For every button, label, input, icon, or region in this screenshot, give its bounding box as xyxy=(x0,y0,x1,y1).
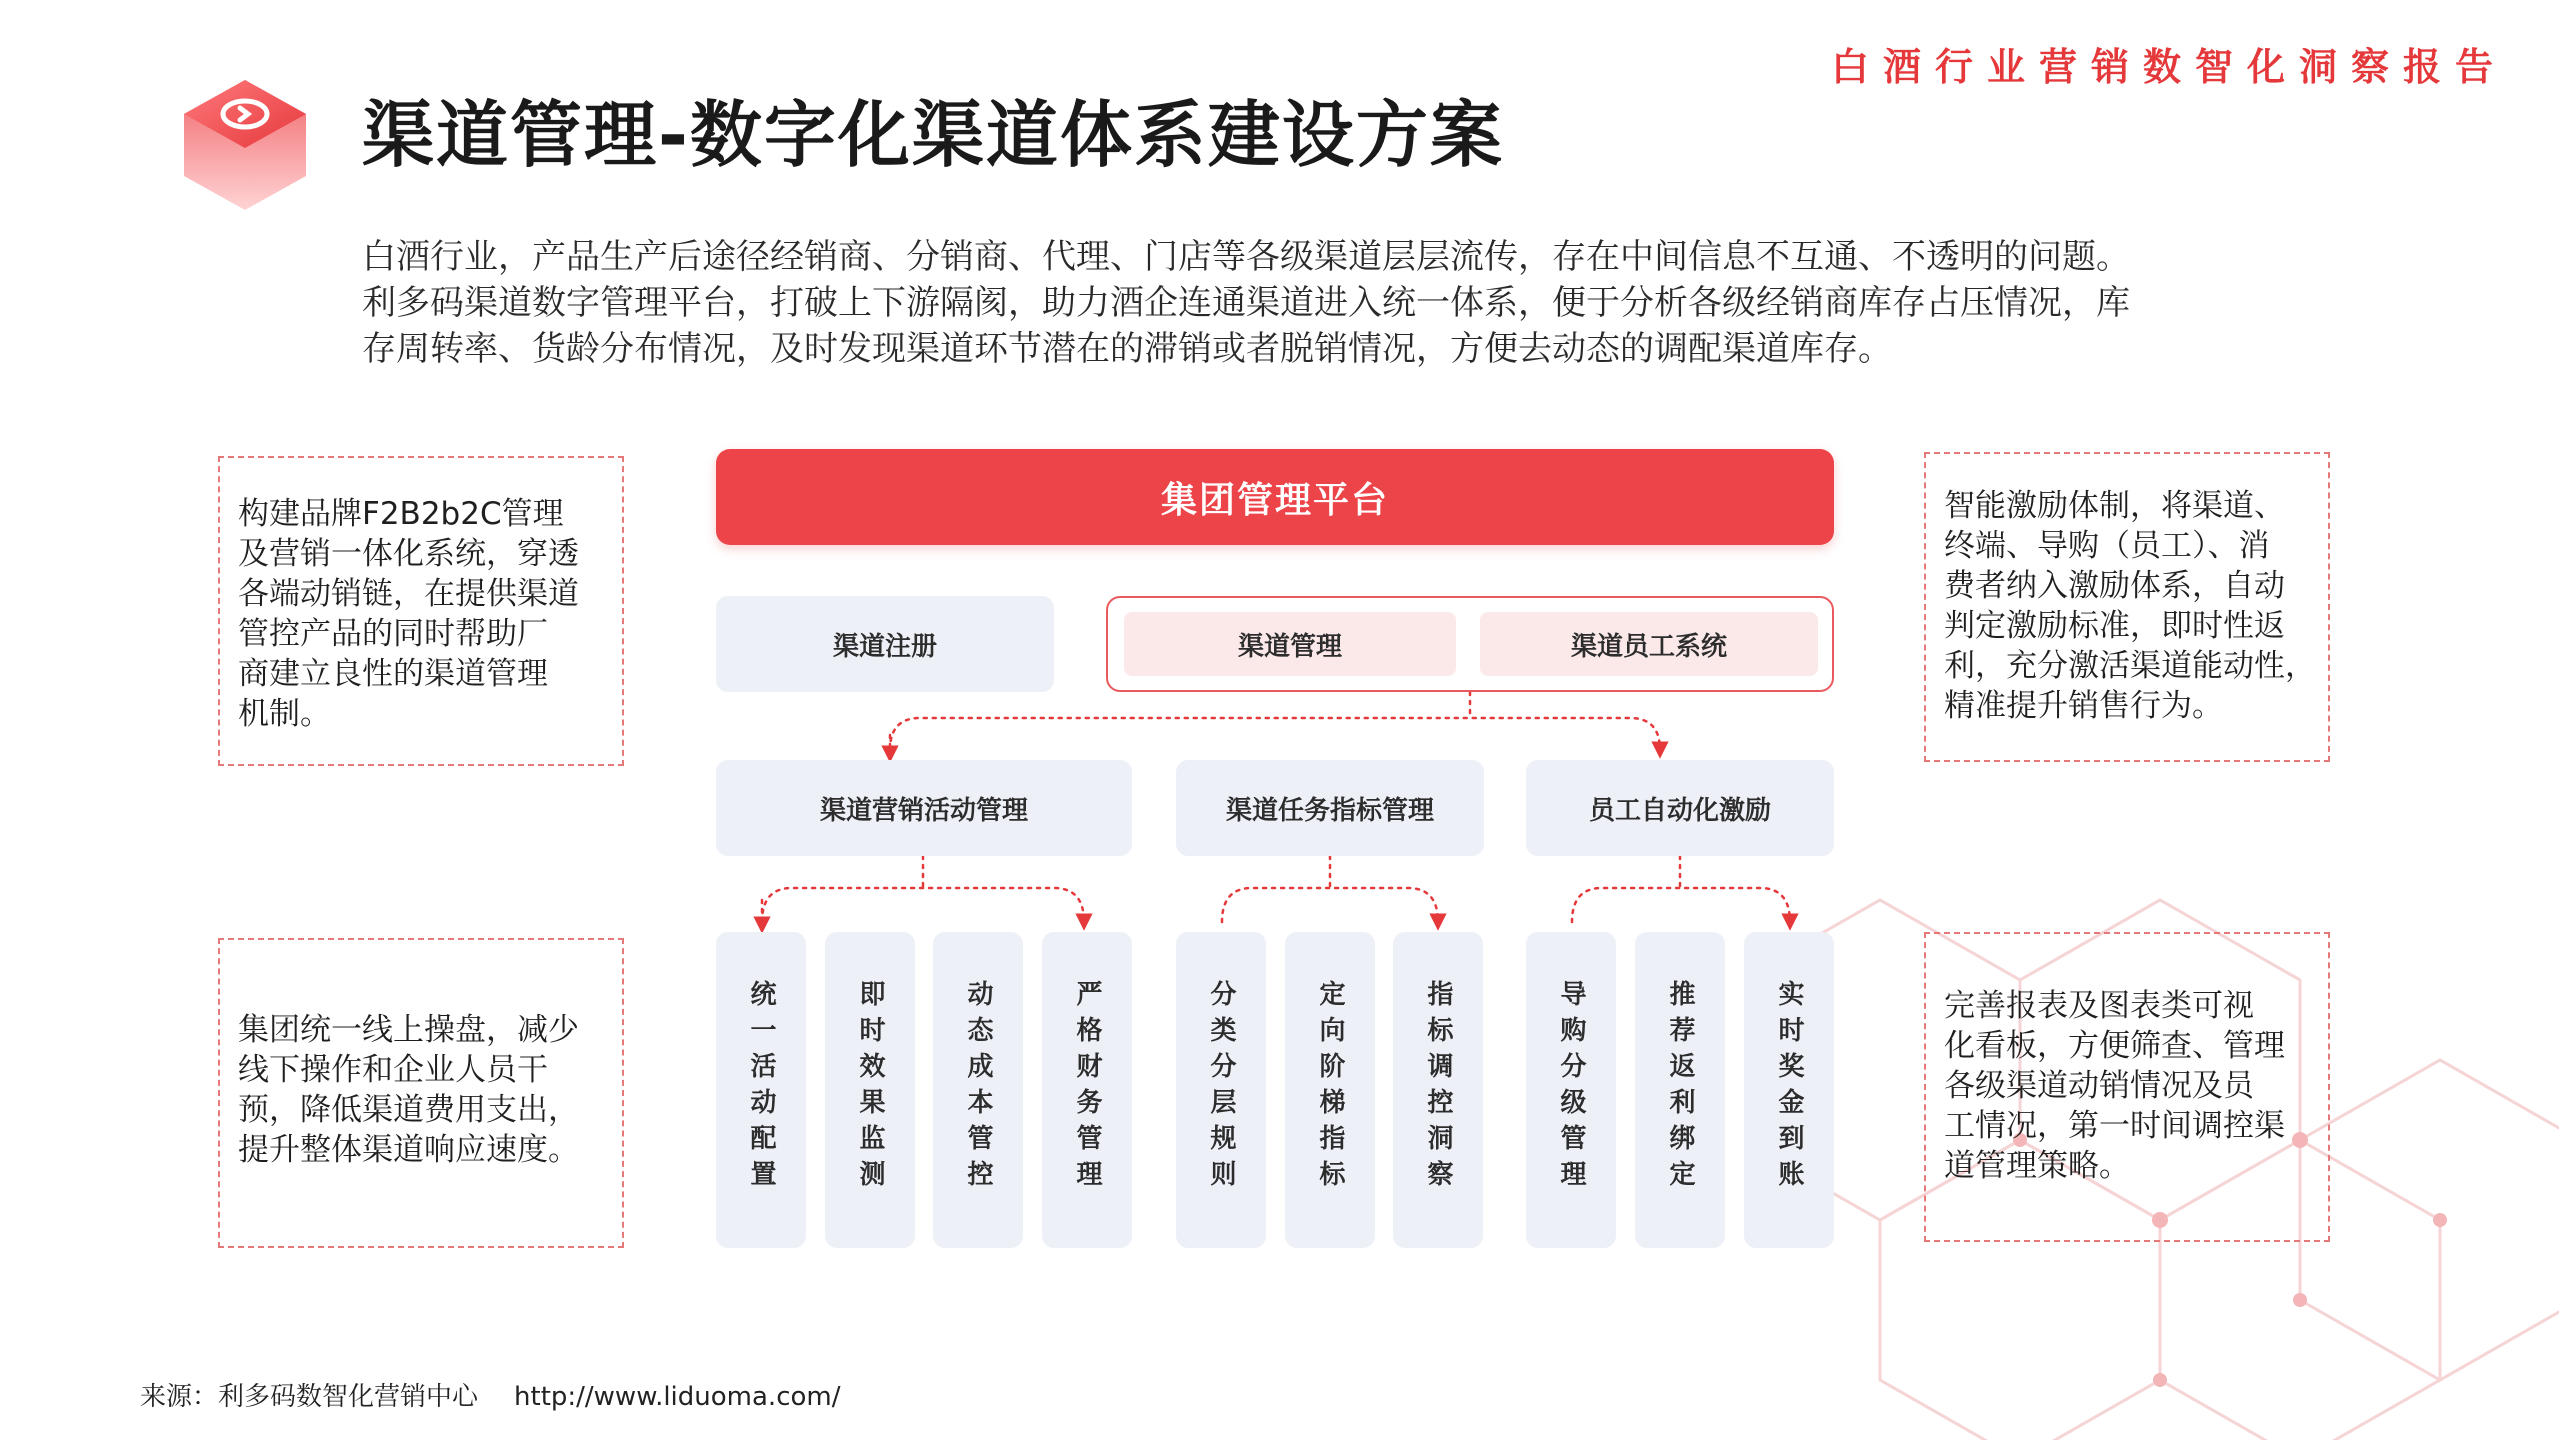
note-line: 提升整体渠道响应速度。 xyxy=(238,1132,579,1168)
leaf-label: 严格财务管理 xyxy=(1072,980,1102,1196)
leaf-box xyxy=(1393,932,1483,1248)
leaf-box xyxy=(933,932,1023,1248)
channel-management-box: 渠道管理 xyxy=(1124,612,1456,676)
channel-staff-system-box: 渠道员工系统 xyxy=(1480,612,1818,676)
leaf-box xyxy=(1176,932,1266,1248)
leaf-label: 统一活动配置 xyxy=(746,980,776,1196)
leaf-box xyxy=(716,932,806,1248)
channel-registration-box: 渠道注册 xyxy=(716,596,1054,692)
source-url: http://www.liduoma.com/ xyxy=(514,1382,841,1412)
leaf-label: 指标调控洞察 xyxy=(1423,980,1453,1196)
leaf-box xyxy=(1635,932,1725,1248)
module-staff-incentive: 员工自动化激励 xyxy=(1526,760,1834,856)
source-footer xyxy=(140,1376,841,1413)
note-line: 精准提升销售行为。 xyxy=(1944,688,2223,724)
note-line: 管控产品的同时帮助厂 xyxy=(238,616,548,652)
leaf-box xyxy=(825,932,915,1248)
note-line: 各端动销链，在提供渠道 xyxy=(238,576,579,612)
note-line: 判定激励标准，即时性返 xyxy=(1944,608,2285,644)
source-label: 来源：利多码数智化营销中心 xyxy=(140,1382,479,1412)
note-line: 集团统一线上操盘，减少 xyxy=(238,1012,579,1048)
leaf-label: 定向阶梯指标 xyxy=(1315,980,1345,1196)
note-line: 费者纳入激励体系，自动 xyxy=(1944,568,2285,604)
note-top-right xyxy=(1924,452,2330,762)
leaf-box xyxy=(1042,932,1132,1248)
group-management-platform: 集团管理平台 xyxy=(716,449,1834,545)
leaf-label: 实时奖金到账 xyxy=(1774,980,1804,1196)
note-line: 工情况，第一时间调控渠 xyxy=(1944,1108,2285,1144)
intro-line: 白酒行业，产品生产后途径经销商、分销商、代理、门店等各级渠道层层流传，存在中间信息不互通、不透明的问题。 xyxy=(362,237,2130,277)
note-line: 终端、导购（员工）、消 xyxy=(1944,528,2270,564)
report-title: 白酒行业营销数智化洞察报告 xyxy=(1830,45,2507,89)
note-line: 构建品牌F2B2b2C管理 xyxy=(238,496,564,532)
note-line: 完善报表及图表类可视 xyxy=(1944,988,2254,1024)
note-line: 各级渠道动销情况及员 xyxy=(1944,1068,2254,1104)
note-bottom-left xyxy=(218,938,624,1248)
intro-line: 存周转率、货龄分布情况，及时发现渠道环节潜在的滞销或者脱销情况，方便去动态的调配渠道库存。 xyxy=(362,329,1892,369)
leaf-box xyxy=(1526,932,1616,1248)
leaf-box xyxy=(1285,932,1375,1248)
note-line: 智能激励体制，将渠道、 xyxy=(1944,488,2285,524)
note-top-left xyxy=(218,456,624,766)
leaf-label: 推荐返利绑定 xyxy=(1665,980,1695,1196)
page-title: 渠道管理-数字化渠道体系建设方案 xyxy=(362,93,1504,177)
leaf-label: 动态成本管控 xyxy=(963,980,993,1196)
intro-paragraph xyxy=(362,234,2322,372)
note-line: 化看板，方便筛查、管理 xyxy=(1944,1028,2285,1064)
note-line: 利，充分激活渠道能动性， xyxy=(1944,648,2316,684)
cube-refresh-icon xyxy=(180,78,310,212)
note-line: 及营销一体化系统，穿透 xyxy=(238,536,579,572)
leaf-label: 导购分级管理 xyxy=(1556,980,1586,1196)
note-line: 道管理策略。 xyxy=(1944,1148,2130,1184)
leaf-label: 分类分层规则 xyxy=(1206,980,1236,1196)
leaf-label: 即时效果监测 xyxy=(855,980,885,1196)
note-line: 商建立良性的渠道管理 xyxy=(238,656,548,692)
intro-line: 利多码渠道数字管理平台，打破上下游隔阂，助力酒企连通渠道进入统一体系，便于分析各级经销商库存占压情况，库 xyxy=(362,283,2130,323)
module-marketing-activity: 渠道营销活动管理 xyxy=(716,760,1132,856)
note-bottom-right xyxy=(1924,932,2330,1242)
note-line: 机制。 xyxy=(238,696,331,732)
note-line: 线下操作和企业人员干 xyxy=(238,1052,548,1088)
leaf-box xyxy=(1744,932,1834,1248)
module-task-indicator: 渠道任务指标管理 xyxy=(1176,760,1484,856)
note-line: 预，降低渠道费用支出， xyxy=(238,1092,579,1128)
